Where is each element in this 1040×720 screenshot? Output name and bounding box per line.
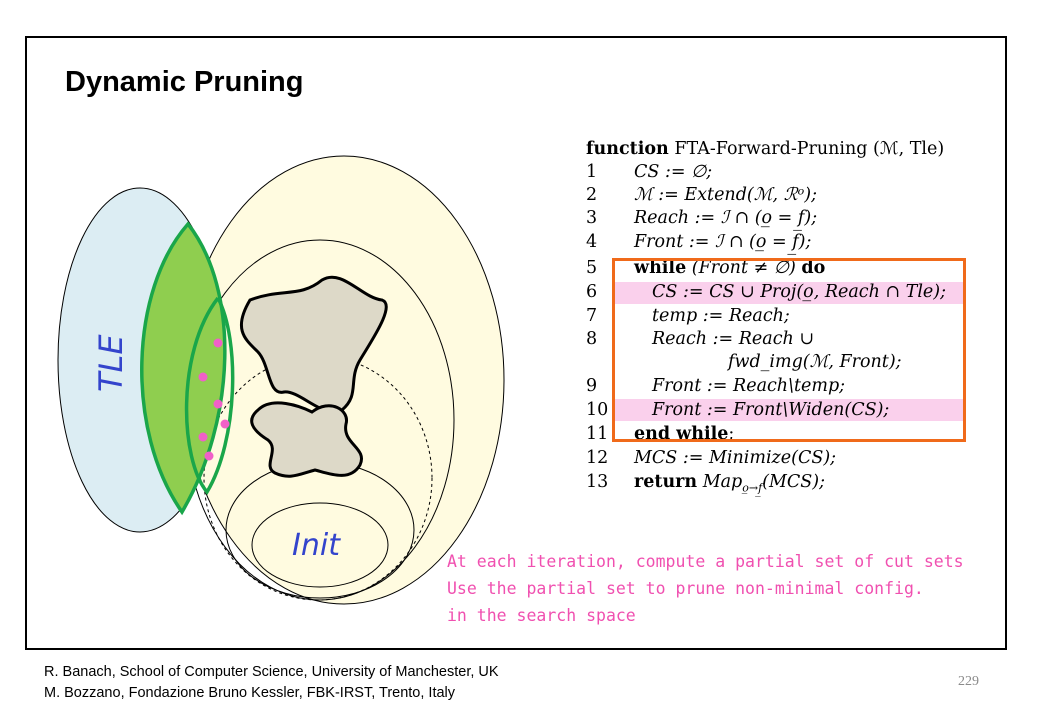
note-line-2: Use the partial set to prune non-minimal config.	[447, 579, 924, 598]
cut-set-dot	[214, 400, 223, 409]
map-subscript: o̲→f̲	[742, 481, 763, 495]
page-number: 229	[958, 674, 979, 689]
cut-set-dot	[199, 373, 208, 382]
line-code: CS := CS ∪ Proj(o̲, Reach ∩ Tle);	[652, 282, 946, 302]
line-code: Front := ℐ ∩ (o̲ = f̲);	[634, 232, 812, 252]
line-code: CS := ∅;	[634, 162, 713, 182]
tle-label: TLE	[92, 334, 130, 392]
line-code: Reach := Reach ∪	[652, 329, 814, 349]
line-number: 9	[586, 376, 598, 396]
map-argument: (MCS);	[762, 472, 826, 492]
end-while-keyword: end while	[634, 424, 729, 444]
note-line-3: in the search space	[447, 606, 636, 625]
cut-set-dot	[221, 420, 230, 429]
footer-author-2: M. Bozzano, Fondazione Bruno Kessler, FBK-IRST, Trento, Italy	[44, 685, 456, 701]
cut-set-dot	[214, 339, 223, 348]
footer-author-1: R. Banach, School of Computer Science, University of Manchester, UK	[44, 664, 499, 680]
cut-set-dot	[205, 452, 214, 461]
line-number: 6	[586, 282, 598, 302]
line-number: 10	[586, 400, 609, 420]
line-number: 12	[586, 448, 609, 468]
map-function: Map	[702, 472, 743, 492]
line-code: ℳ := Extend(ℳ, ℛᵒ);	[634, 185, 817, 205]
line-code: Front := Reach\temp;	[652, 376, 846, 396]
while-condition: (Front ≠ ∅)	[691, 258, 796, 278]
line-number: 1	[586, 162, 598, 182]
init-label: Init	[292, 528, 340, 563]
line-code: Reach := ℐ ∩ (o̲ = f̲);	[634, 208, 818, 228]
line-number: 5	[586, 258, 598, 278]
line-number: 7	[586, 306, 598, 326]
line-number: 13	[586, 472, 609, 492]
algo-header-name: FTA-Forward-Pruning (ℳ, Tle)	[674, 139, 945, 159]
line-code: temp := Reach;	[652, 306, 790, 326]
line-code: Front := Front\Widen(CS);	[652, 400, 890, 420]
while-loop-highlight-box	[612, 258, 966, 442]
note-line-1: At each iteration, compute a partial set of cut sets	[447, 552, 964, 571]
line-code: fwd_img(ℳ, Front);	[728, 352, 902, 372]
do-keyword: do	[801, 258, 826, 278]
slide-title: Dynamic Pruning	[65, 66, 304, 98]
line-code	[634, 471, 825, 500]
while-keyword: while	[634, 258, 687, 278]
line-number: 2	[586, 185, 598, 205]
line-number: 3	[586, 208, 598, 228]
line-number: 8	[586, 329, 598, 349]
algo-header-keyword: function	[586, 139, 669, 159]
cut-set-dot	[199, 433, 208, 442]
line-number: 11	[586, 424, 609, 444]
line-number: 4	[586, 232, 598, 252]
line-code: MCS := Minimize(CS);	[634, 448, 837, 468]
end-while-semicolon: ;	[728, 424, 735, 444]
return-keyword: return	[634, 472, 698, 492]
algo-header	[586, 138, 944, 161]
